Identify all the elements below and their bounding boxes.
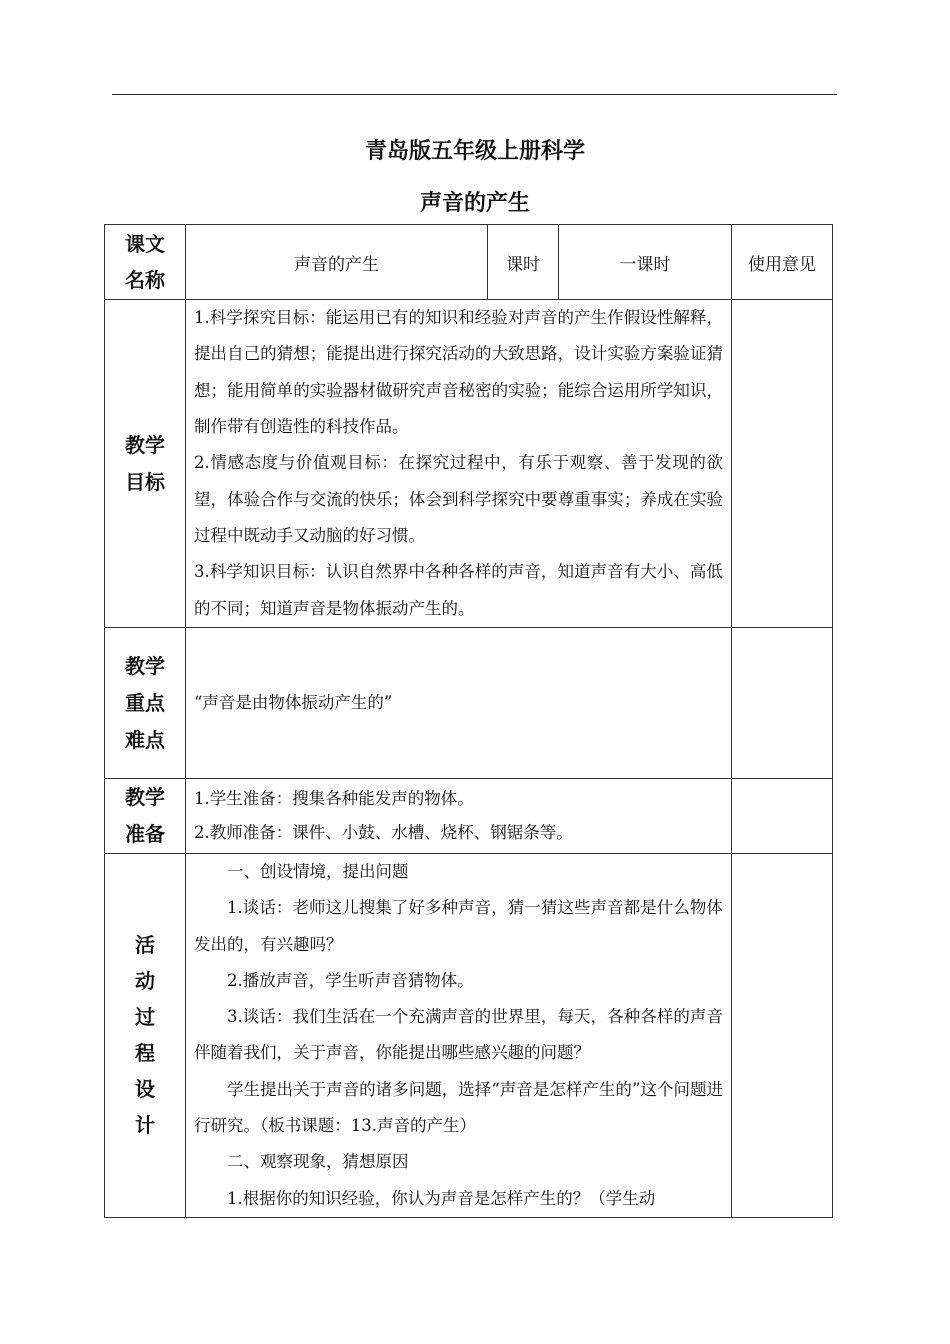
process-item: 1.根据你的知识经验，你认为声音是怎样产生的？（学生动	[227, 1188, 656, 1208]
period-label: 课时	[488, 225, 559, 300]
row-course-name	[105, 225, 833, 300]
row-preparation	[105, 779, 833, 854]
course-name-value: 声音的产生	[186, 225, 488, 300]
preparation-item: 1.学生准备：搜集各种能发声的物体。	[194, 789, 474, 808]
process-item: 一、创设情境，提出问题	[227, 862, 409, 881]
header-rule	[112, 94, 837, 95]
row-objectives	[105, 300, 833, 628]
preparation-item: 2.教师准备：课件、小鼓、水槽、烧杯、钢锯条等。	[194, 823, 573, 842]
lesson-plan-table	[104, 224, 833, 1218]
row-key-points	[105, 628, 833, 779]
process-item: 2.播放声音，学生听声音猜物体。	[227, 970, 474, 990]
process-content	[186, 854, 732, 1218]
process-item: 3.谈话：我们生活在一个充满声音的世界里，每天，各种各样的声音伴随着我们，关于声音，你能提出哪些感兴趣的问题？	[194, 1007, 723, 1063]
key-points-comments	[732, 628, 833, 779]
objectives-content	[186, 300, 732, 628]
objective-item: 1.科学探究目标：能运用已有的知识和经验对声音的产生作假设性解释，提出自己的猜想；能提出进行探究活动的大致思路，设计实验方案验证猜想；能用简单的实验器材做研究声音秘密的实验；能综合运用所学知识，制作带有创造性的科技作品。	[194, 308, 723, 437]
lesson-title: 声音的产生	[419, 190, 530, 216]
objectives-comments	[732, 300, 833, 628]
process-item: 1.谈话：老师这儿搜集了好多种声音，猜一猜这些声音都是什么物体发出的，有兴趣吗？	[194, 898, 723, 954]
process-comments	[732, 854, 833, 1218]
row-process	[105, 854, 833, 1218]
preparation-content	[186, 779, 732, 854]
key-points-content: “声音是由物体振动产生的”	[186, 628, 732, 779]
objective-item: 3.科学知识目标：认识自然界中各种各样的声音，知道声音有大小、高低的不同；知道声音是物体振动产生的。	[194, 562, 723, 618]
period-value: 一课时	[559, 225, 732, 300]
key-points-label: 教学重点难点	[105, 628, 186, 779]
course-name-label: 课文名称	[105, 225, 186, 300]
objective-item: 2.情感态度与价值观目标：在探究过程中，有乐于观察、善于发现的欲望，体验合作与交流的快乐；体会到科学探究中要尊重事实；养成在实验过程中既动手又动脑的好习惯。	[194, 453, 723, 545]
process-item: 二、观察现象，猜想原因	[227, 1152, 409, 1172]
page-title: 青岛版五年级上册科学	[364, 138, 585, 164]
objectives-label: 教学目标	[105, 300, 186, 628]
preparation-comments	[732, 779, 833, 854]
process-item: 学生提出关于声音的诸多问题，选择“声音是怎样产生的”这个问题进行研究。（板书课题：13.声音的产生）	[194, 1079, 723, 1136]
comments-label: 使用意见	[732, 225, 833, 300]
preparation-label: 教学准备	[105, 779, 186, 854]
process-label: 活动过程设计	[105, 854, 186, 1218]
